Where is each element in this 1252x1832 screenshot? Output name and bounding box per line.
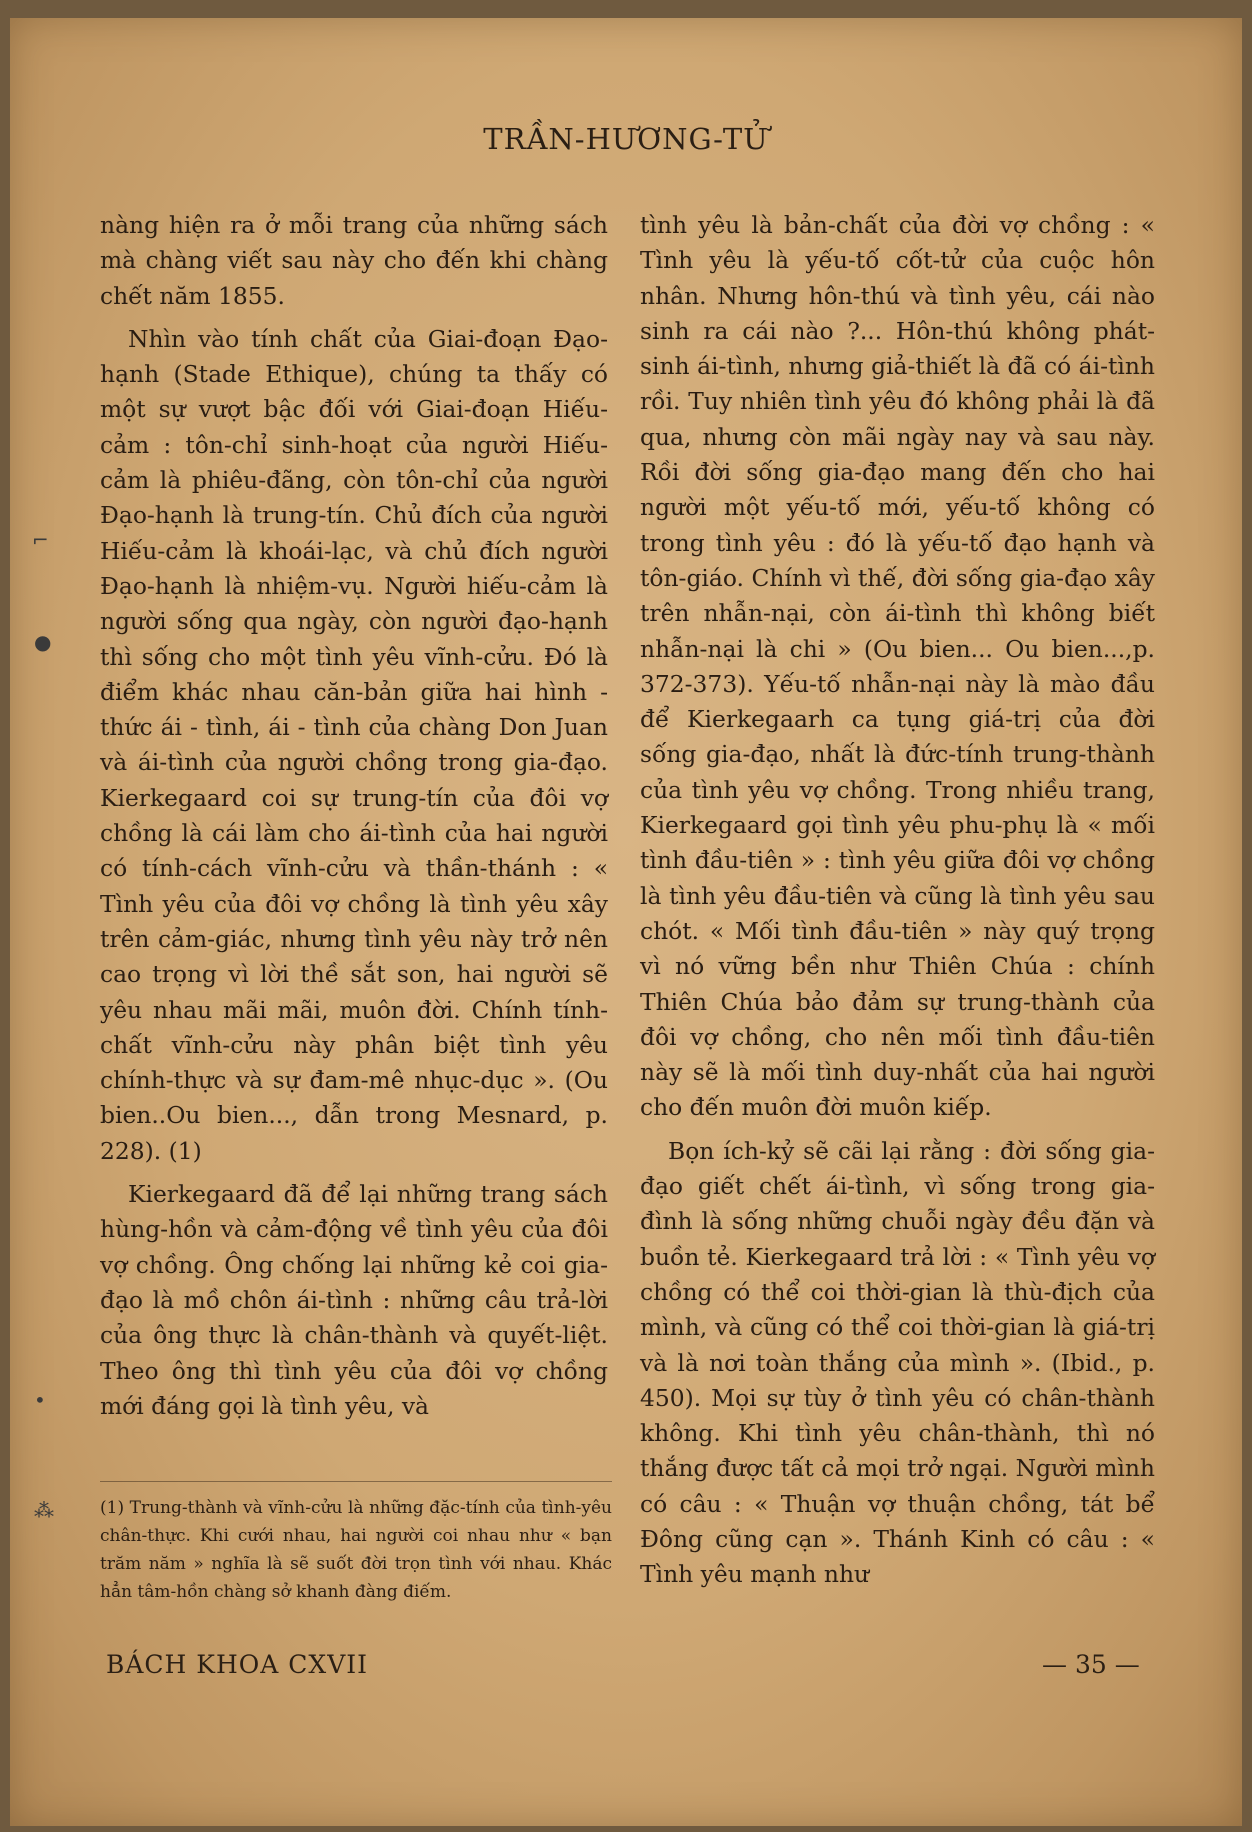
footnote: (1) Trung-thành và vĩnh-cửu là những đặc-tính của tình-yêu chân-thực. Khi cưới nhau, hai người coi nhau như « bạn trăm năm » nghĩa là sẽ suốt đời trọn tình với nhau. Khác hẳn tâm-hồn chàng sở khanh đàng điếm. xyxy=(100,1481,612,1606)
binding-hole-mark-icon: ⁂ xyxy=(34,1498,54,1522)
left-paragraph-2: Nhìn vào tính chất của Giai-đoạn Đạo-hạnh (Stade Ethique), chúng ta thấy có một sự vượt bậc đối với Giai-đoạn Hiếu-cảm : tôn-chỉ sinh-hoạt của người Hiếu-cảm là phiêu-đãng, còn tôn-chỉ của người Đạo-hạnh là trung-tín. Chủ đích của người Hiếu-cảm là khoái-lạc, và chủ đích người Đạo-hạnh là nhiệm-vụ. Người hiếu-cảm là người sống qua ngày, còn người đạo-hạnh thì sống cho một tình yêu vĩnh-cửu. Đó là điểm khác nhau căn-bản giữa hai hình - thức ái - tình, ái - tình của chàng Don Juan và ái-tình của người chồng trong gia-đạo. Kierkegaard coi sự trung-tín của đôi vợ chồng là cái làm cho ái-tình của hai người có tính-cách vĩnh-cửu và thần-thánh : « Tình yêu của đôi vợ chồng là tình yêu xây trên cảm-giác, nhưng tình yêu này trở nên cao trọng vì lời thề sắt son, hai người sẽ yêu nhau mãi mãi, muôn đời. Chính tính-chất vĩnh-cửu này phân biệt tình yêu chính-thực và sự đam-mê nhục-dục ». (Ou bien..Ou bien..., dẫn trong Mesnard, p. 228). (1) xyxy=(100,324,608,1165)
binding-hole-mark-icon: ● xyxy=(34,630,52,654)
running-header: TRẦN-HƯƠNG-TỬ xyxy=(483,122,769,156)
right-paragraph-1: tình yêu là bản-chất của đời vợ chồng : « Tình yêu là yếu-tố cốt-tử của cuộc hôn nhân. Nhưng hôn-thú và tình yêu, cái nào sinh ra cái nào ?... Hôn-thú không phát-sinh ái-tình, nhưng giả-thiết là đã có ái-tình rồi. Tuy nhiên tình yêu đó không phải là đã qua, nhưng còn mãi ngày nay và sau này. Rồi đời sống gia-đạo mang đến cho hai người một yếu-tố mới, yếu-tố không có trong tình yêu : đó là yếu-tố đạo hạnh và tôn-giáo. Chính vì thế, đời sống gia-đạo xây trên nhẫn-nại, còn ái-tình thì không biết nhẫn-nại là chi » (Ou bien... Ou bien...,p. 372-373). Yếu-tố nhẫn-nại này là mào đầu để Kierkegaarh ca tụng giá-trị của đời sống gia-đạo, nhất là đức-tính trung-thành của tình yêu vợ chồng. Trong nhiều trang, Kierkegaard gọi tình yêu phu-phụ là « mối tình đầu-tiên » : tình yêu giữa đôi vợ chồng là tình yêu đầu-tiên và cũng là tình yêu sau chót. « Mối tình đầu-tiên » này quý trọng vì nó vững bền như Thiên Chúa : chính Thiên Chúa bảo đảm sự trung-thành của đôi vợ chồng, cho nên mối tình đầu-tiên này sẽ là mối tình duy-nhất của hai người cho đến muôn đời muôn kiếp. xyxy=(640,211,1155,1122)
left-column xyxy=(100,208,608,1424)
magazine-footer: BÁCH KHOA CXVII xyxy=(106,1650,369,1679)
document-page xyxy=(10,18,1242,1826)
left-paragraph-1: nàng hiện ra ở mỗi trang của những sách mà chàng viết sau này cho đến khi chàng chết năm 1855. xyxy=(100,211,608,310)
right-paragraph-2: Bọn ích-kỷ sẽ cãi lại rằng : đời sống gia-đạo giết chết ái-tình, vì sống trong gia-đình là sống những chuỗi ngày đều đặn và buồn tẻ. Kierkegaard trả lời : « Tình yêu vợ chồng có thể coi thời-gian là thù-địch của mình, và cũng có thể coi thời-gian là giá-trị và là nơi toàn thắng của mình ». (Ibid., p. 450). Mọi sự tùy ở tình yêu có chân-thành không. Khi tình yêu chân-thành, thì nó thắng được tất cả mọi trở ngại. Người mình có câu : « Thuận vợ thuận chồng, tát bể Đông cũng cạn ». Thánh Kinh có câu : « Tình yêu mạnh như xyxy=(640,1136,1155,1589)
binding-hole-mark-icon: • xyxy=(34,1388,46,1412)
page-number: — 35 — xyxy=(1042,1650,1140,1679)
binding-hole-mark-icon: ⌐ xyxy=(32,528,49,552)
left-paragraph-3: Kierkegaard đã để lại những trang sách hùng-hồn và cảm-động về tình yêu của đôi vợ chồng. Ông chống lại những kẻ coi gia-đạo là mồ chôn ái-tình : những câu trả-lời của ông thực là chân-thành và quyết-liệt. Theo ông thì tình yêu của đôi vợ chồng mới đáng gọi là tình yêu, và xyxy=(100,1180,608,1420)
right-column xyxy=(640,208,1155,1593)
